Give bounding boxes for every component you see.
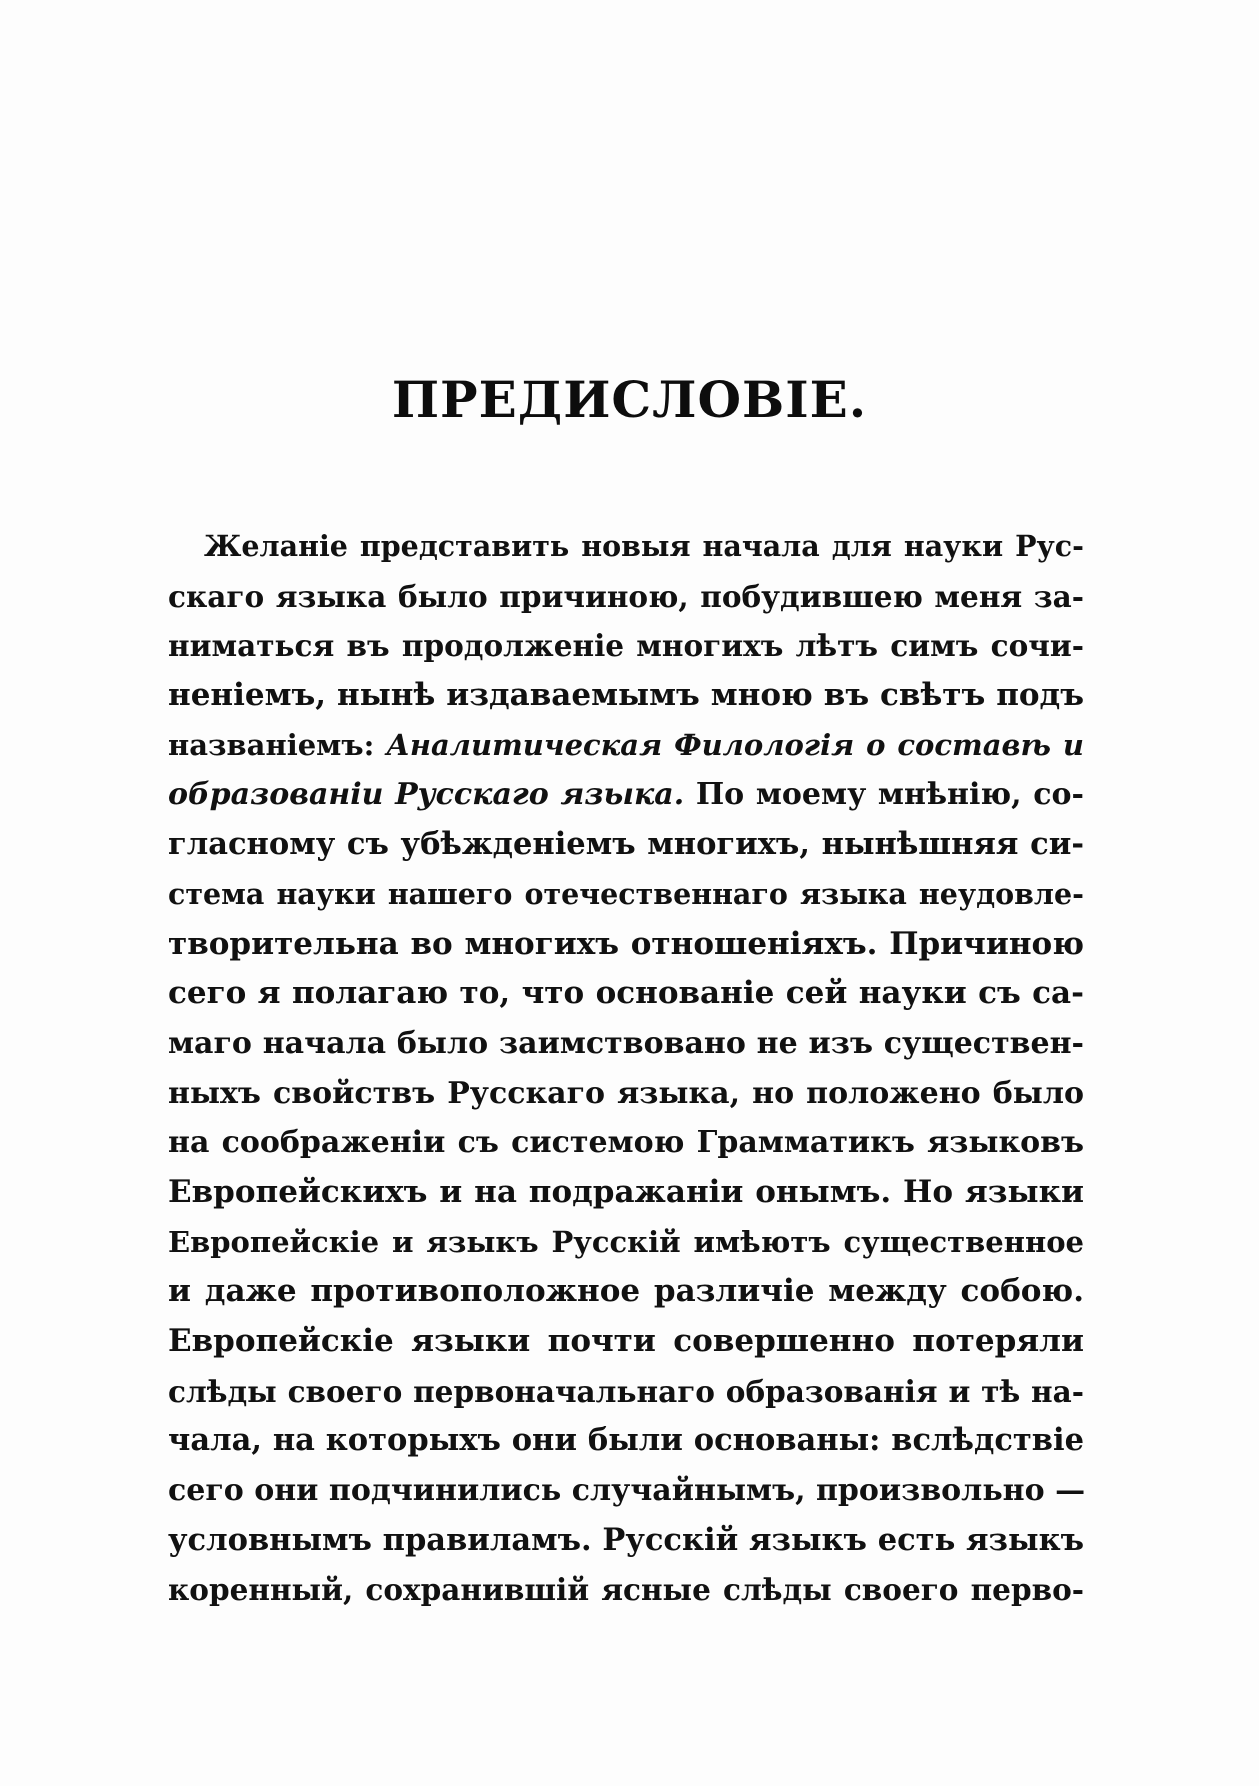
book-title-italic: Аналитическая Филологія о составѣ и bbox=[386, 727, 1084, 762]
text-line: слѣды своего первоначальнаго образованія и тѣ на- bbox=[168, 1373, 1084, 1409]
page-title: ПРЕДИСЛОВІЕ. bbox=[391, 370, 868, 429]
book-title-italic: образованіи Русскаго языка. bbox=[168, 777, 685, 813]
text-line bbox=[168, 721, 1084, 771]
preface-paragraph bbox=[168, 522, 1084, 1615]
text-line: маго начала было заимствовано не изъ существен- bbox=[168, 1025, 1084, 1061]
text-line: на соображеніи съ системою Грамматикъ языковъ bbox=[168, 1125, 1084, 1161]
text-line: гласному съ убѣжденіемъ многихъ, нынѣшняя си- bbox=[168, 826, 1084, 863]
text-line: скаго языка было причиною, побудившею меня за- bbox=[168, 578, 1084, 614]
text-line bbox=[168, 770, 1084, 820]
text-line: условнымъ правиламъ. Русскій языкъ есть языкъ bbox=[168, 1521, 1084, 1558]
text-line: чала, на которыхъ они были основаны: вслѣдствіе bbox=[168, 1422, 1084, 1459]
text-line: Европейскіе и языкъ Русскій имѣютъ существенное bbox=[168, 1224, 1084, 1259]
text-line: неніемъ, нынѣ издаваемымъ мною въ свѣтъ подъ bbox=[168, 677, 1084, 714]
text-line: Желаніе представить новыя начала для науки Рус- bbox=[204, 529, 1084, 563]
text-line: ныхъ свойствъ Русскаго языка, но положено было bbox=[168, 1075, 1084, 1111]
text-line: творительна во многихъ отношеніяхъ. Причиною bbox=[168, 925, 1084, 962]
text-line: ниматься въ продолженіе многихъ лѣтъ симъ сочи- bbox=[168, 628, 1084, 664]
text-line: Европейскихъ и на подражаніи онымъ. Но языки bbox=[168, 1173, 1084, 1210]
text-line: сего я полагаю то, что основаніе сей науки съ са- bbox=[168, 975, 1084, 1012]
text-line: коренный, сохранившій ясные слѣды своего перво- bbox=[168, 1572, 1084, 1608]
text-line: Европейскіе языки почти совершенно потеряли bbox=[168, 1323, 1084, 1359]
text-segment: По моему мнѣнію, со- bbox=[684, 777, 1084, 813]
text-segment: названіемъ: bbox=[168, 727, 387, 762]
text-line: стема науки нашего отечественнаго языка неудовле- bbox=[168, 876, 1084, 911]
text-line: и даже противоположное различіе между собою. bbox=[168, 1273, 1084, 1310]
text-line: сего они подчинились случайнымъ, произвольно — bbox=[168, 1473, 1086, 1509]
